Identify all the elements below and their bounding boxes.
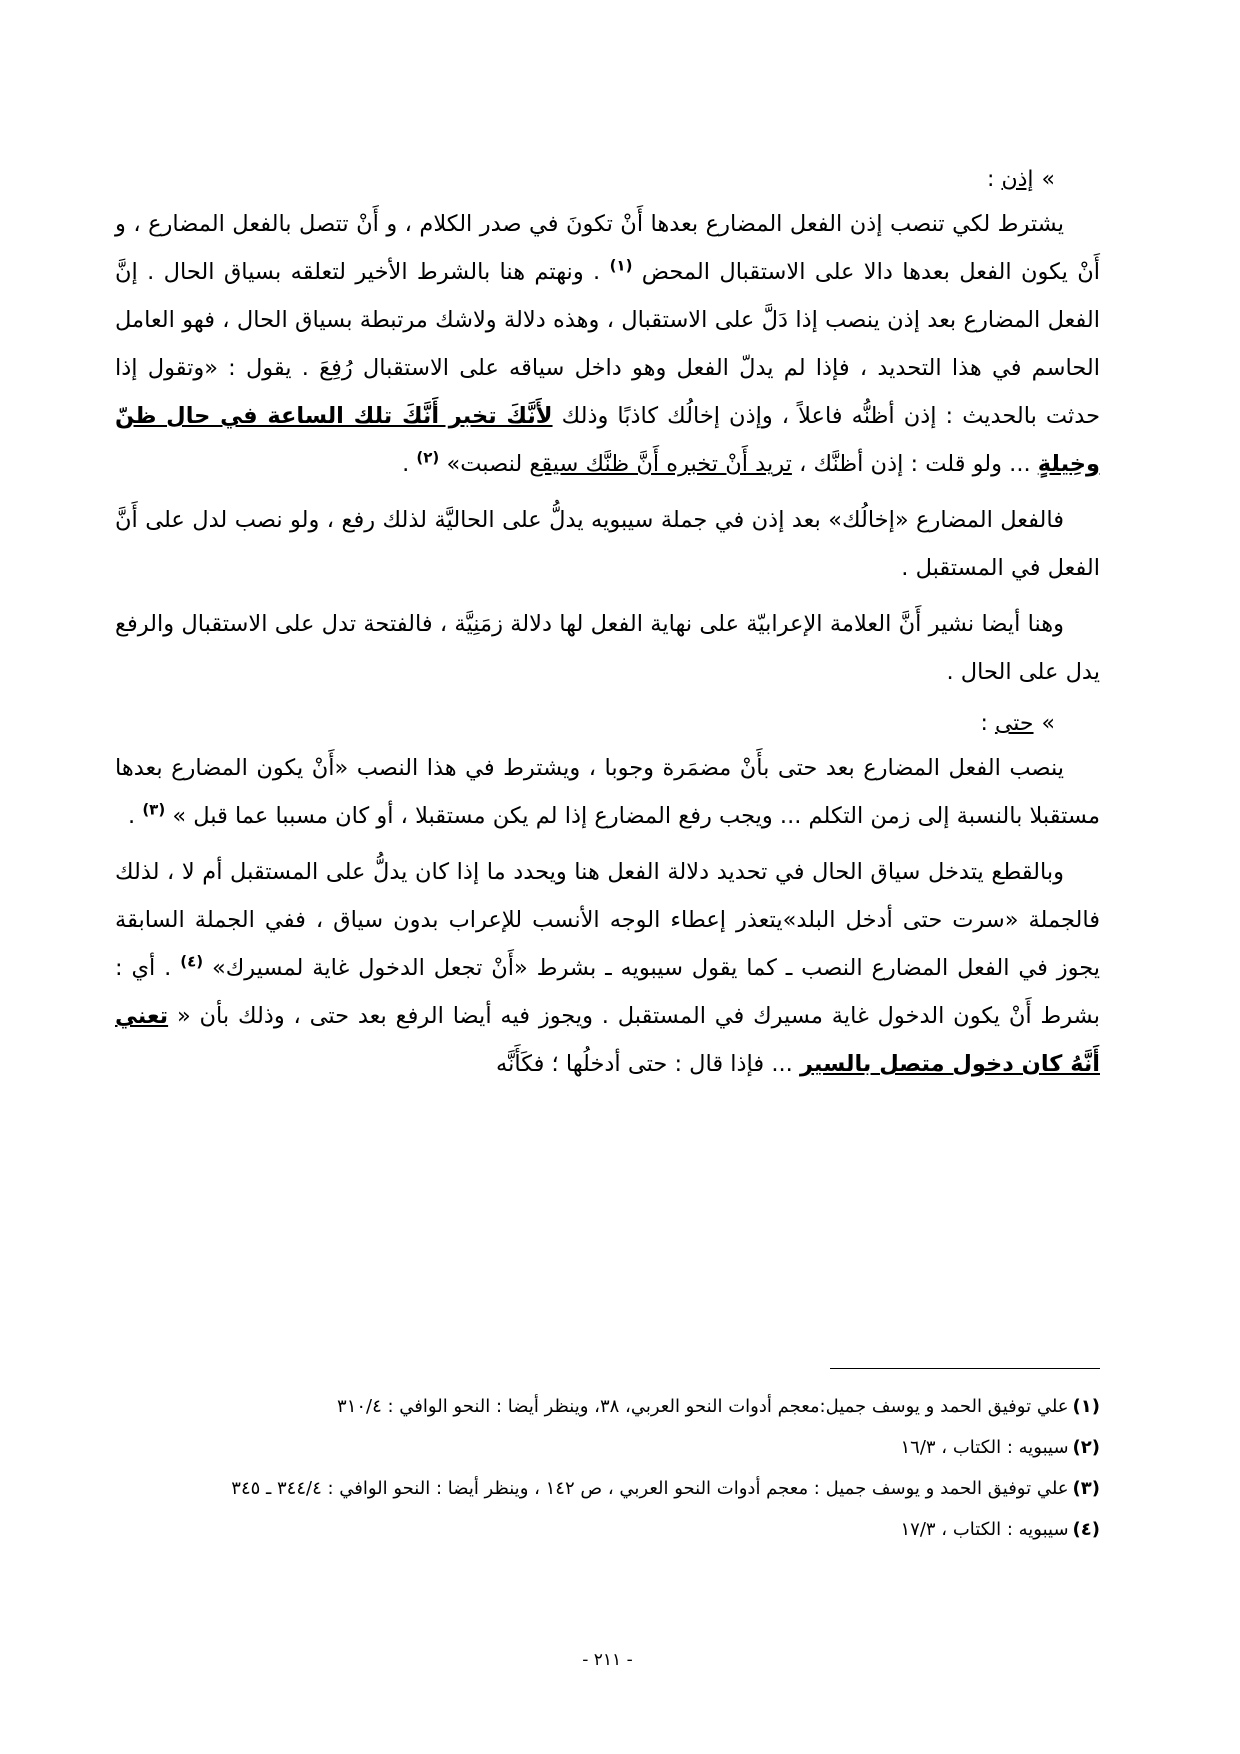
- heading-marker: »: [1041, 711, 1055, 736]
- heading-word: حتى: [994, 711, 1034, 736]
- footnote-number: (٣): [1072, 1478, 1100, 1499]
- text-run: لنصبت»: [446, 451, 523, 477]
- text-run: يشترط لكي تنصب إذن الفعل المضارع بعدها أَنْ تكونَ في صدر الكلام ، و أَنْ تتصل بالفعل المضارع ، و أَنْ يكون الفعل بعدها دالا على الاستقبال المحض: [115, 211, 1100, 285]
- page-body: [115, 160, 1100, 1680]
- paragraph-3: وهنا أيضا نشير أَنَّ العلامة الإعرابيّة على نهاية الفعل لها دلالة زمَنِيَّة ، فالفتحة تدل على الاستقبال والرفع يدل على الحال .: [115, 611, 1100, 685]
- footnote-3: [115, 1470, 1100, 1507]
- section-heading-hatta: [115, 704, 1100, 744]
- footnote-text: علي توفيق الحمد و يوسف جميل:معجم أدوات النحو العربي، ٣٨، وينظر أيضا : النحو الوافي : ٣١٠/٤: [337, 1396, 1069, 1417]
- heading-marker: »: [1041, 167, 1055, 192]
- footnote-2: [115, 1429, 1100, 1466]
- heading-colon: :: [987, 167, 995, 192]
- footnote-ref-4: (٤): [180, 952, 204, 971]
- footnote-4: [115, 1511, 1100, 1548]
- footnote-number: (٤): [1072, 1519, 1100, 1540]
- text-run: .: [128, 803, 136, 829]
- bold-underlined-quote: تعني أَنَّهُ كان دخول متصل بالسير: [115, 1003, 1100, 1077]
- text-run: . أي : بشرط أَنْ يكون الدخول غاية مسيرك في المستقبل . ويجوز فيه أيضا الرفع بعد حتى ، وذلك بأن «: [115, 955, 1100, 1029]
- footnote-1: [115, 1388, 1100, 1425]
- paragraph-5: [115, 848, 1100, 1088]
- footnote-number: (١): [1072, 1396, 1100, 1417]
- footnote-number: (٢): [1072, 1437, 1100, 1458]
- text-run: ... ولو قلت : إذن أظنَّك ،: [799, 451, 1031, 477]
- paragraph-1: [115, 200, 1100, 488]
- footnote-text: سيبويه : الكتاب ، ١٧/٣: [900, 1519, 1069, 1540]
- footnote-separator: [830, 1368, 1100, 1369]
- heading-word: إذن: [1001, 167, 1034, 192]
- text-run: . ونهتم هنا بالشرط الأخير لتعلقه بسياق الحال . إنَّ الفعل المضارع بعد إذن ينصب إذا دَلَّ على الاستقبال ، وهذه دلالة ولاشك مرتبطة بسياق الحال ، فهو العامل الحاسم في هذا التحديد ، فإذا لم يدلّ الفعل وهو داخل سياقه على الاستقبال رُفِعَ . يقول : «وتقول إذا حدثت بالحديث : إذن أظنُّه فاعلاً ، وإذن إخالُك كاذبًا وذلك: [115, 259, 1100, 429]
- section-heading-idhan: [115, 160, 1100, 200]
- paragraph-2: فالفعل المضارع «إخالُك» بعد إذن في جملة سيبويه يدلُّ على الحاليَّة لذلك رفع ، ولو نصب لدل على أَنَّ الفعل في المستقبل .: [115, 507, 1100, 581]
- bold-underlined-quote: لأَنَّكَ تخبر أَنَّكَ تلك الساعة في حال ظنّ وخِيلةٍ: [115, 403, 1100, 477]
- footnote-ref-2: (٢): [416, 448, 440, 467]
- text-run: وبالقطع يتدخل سياق الحال في تحديد دلالة الفعل هنا ويحدد ما إذا كان يدلُّ على المستقبل أم لا ، لذلك فالجملة «سرت حتى أدخل البلد»يتعذر إعطاء الوجه الأنسب للإعراب بدون سياق ، ففي الجملة السابقة يجوز في الفعل المضارع النصب ـ كما يقول سيبويه ـ بشرط «أَنْ تجعل الدخول غاية لمسيرك»: [115, 859, 1101, 981]
- footnote-text: علي توفيق الحمد و يوسف جميل : معجم أدوات النحو العربي ، ص ١٤٢ ، وينظر أيضا : النحو الوافي : ٣٤٤/٤ ـ ٣٤٥: [231, 1478, 1069, 1499]
- footnote-ref-3: (٣): [142, 800, 166, 819]
- text-run: ... فإذا قال : حتى أدخلُها ؛ فكَأَنَّه: [496, 1051, 793, 1077]
- underlined-quote: تريد أَنْ تخبره أَنَّ ظنَّك سيقع: [529, 451, 792, 477]
- footnote-text: سيبويه : الكتاب ، ١٦/٣: [900, 1437, 1069, 1458]
- footnote-ref-1: (١): [609, 256, 633, 275]
- paragraph-4: [115, 744, 1100, 840]
- page-number: - ٢١١ -: [582, 1650, 633, 1670]
- heading-colon: :: [980, 711, 988, 736]
- text-run: ينصب الفعل المضارع بعد حتى بأَنْ مضمَرة وجوبا ، ويشترط في هذا النصب «أَنْ يكون المضارع بعدها مستقبلا بالنسبة إلى زمن التكلم ... ويجب رفع المضارع إذا لم يكن مستقبلا ، أو كان مسببا عما قبل »: [115, 755, 1100, 829]
- text-run: .: [402, 451, 410, 477]
- footnotes: [115, 1388, 1100, 1552]
